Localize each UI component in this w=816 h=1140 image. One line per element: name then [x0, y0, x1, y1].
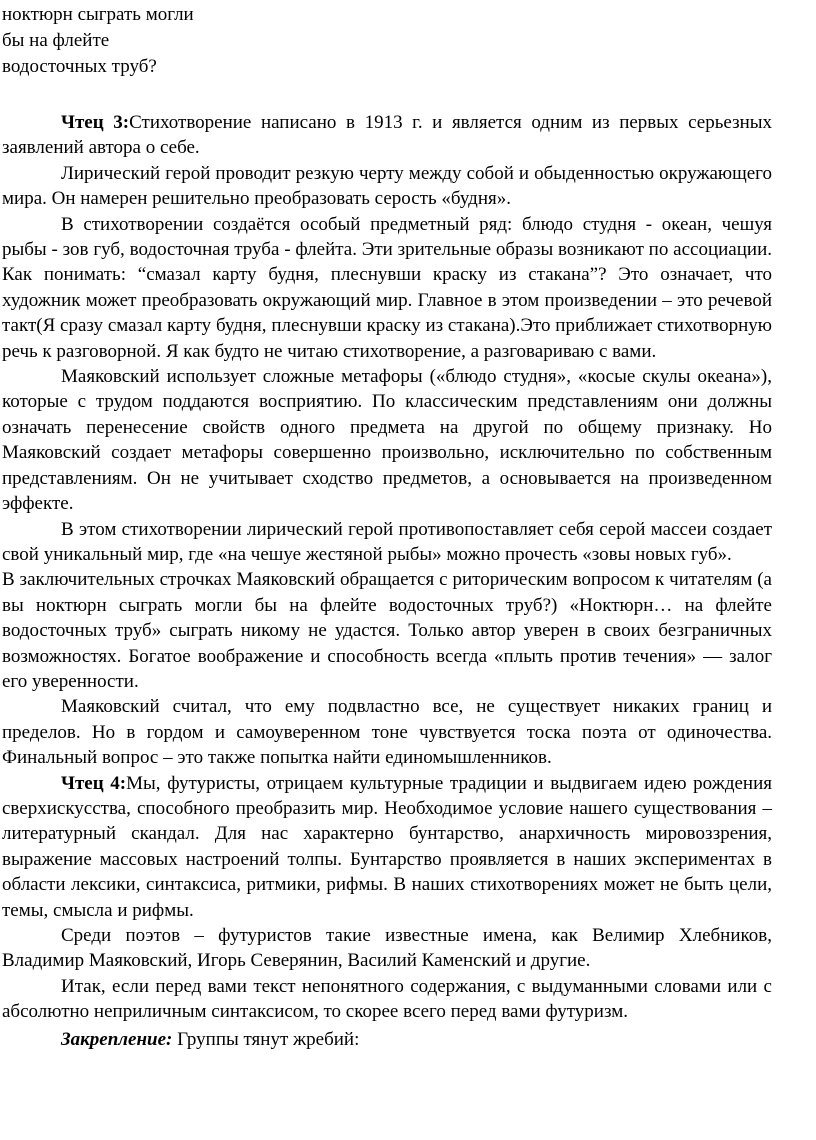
- paragraph-reader-3: [2, 110, 772, 161]
- paragraph-text: Мы, футуристы, отрицаем культурные традиции и выдвигаем идею рождения сверхискусства, способного преобразить мир. Необходимое условие нашего существования – литературный скандал. Для нас характерно бунтарство, анархичность мировоззрения, выражение массовых настроений толпы. Бунтарство проявляется в наших экспериментах в области лексики, синтаксиса, ритмики, рифмы. В наших стихотворениях может не быть цели, темы, смысла и рифмы.: [2, 772, 772, 921]
- paragraph: В заключительных строчках Маяковский обращается с риторическим вопросом к читателям (а вы ноктюрн сыграть могли бы на флейте водосточных труб?) «Ноктюрн… на флейте водосточных труб» сыграть никому не удастся. Только автор уверен в своих безграничных возможностях. Богатое воображение и способность всегда «плыть против течения» — залог его уверенности.: [2, 569, 772, 692]
- poem-line: водосточных труб?: [2, 56, 157, 77]
- paragraph: Лирический герой проводит резкую черту между собой и обыденностью окружающего мира. Он намерен решительно преобразовать серость «будня».: [2, 162, 772, 210]
- paragraph: В стихотворении создаётся особый предметный ряд: блюдо студня - океан, чешуя рыбы - зов губ, водосточная труба - флейта. Эти зрительные образы возникают по ассоциации. Как понимать: “смазал карту будня, плеснувши краску из стакана”? Это означает, что художник может преобразовать окружающий мир. Главное в этом произведении – это речевой такт(Я сразу смазал карту будня, плеснувши краску из стакана).Это приближает стихотворную речь к разговорной. Я как будто не читаю стихотворение, а разговариваю с вами.: [2, 213, 772, 362]
- paragraph-reader-4: [2, 771, 772, 923]
- closing-paragraph: [2, 1027, 772, 1052]
- document-page: [2, 0, 772, 1052]
- closing-label: Закрепление:: [61, 1028, 173, 1050]
- paragraph: Маяковский использует сложные метафоры («блюдо студня», «косые скулы океана»), которые с трудом поддаются восприятию. По классическим представлениям они должны означать перенесение свойств одного предмета на другой по общему признаку. Но Маяковский создает метафоры совершенно произвольно, исключительно по собственным представлениям. Он не учитывает сходство предметов, а основывается на произведенном эффекте.: [2, 366, 772, 515]
- poem-line: бы на флейте: [2, 30, 110, 51]
- speaker-label: Чтец 4:: [61, 772, 127, 794]
- poem-fragment: [2, 2, 772, 80]
- paragraph: Маяковский считал, что ему подвластно все, не существует никаких границ и пределов. Но в гордом и самоуверенном тоне чувствуется тоска поэта от одиночества. Финальный вопрос – это также попытка найти единомышленников.: [2, 696, 772, 769]
- closing-text: Группы тянут жребий:: [172, 1028, 360, 1050]
- blank-line: [2, 80, 772, 110]
- paragraph: В этом стихотворении лирический герой противопоставляет себя серой массеи создает свой уникальный мир, где «на чешуе жестяной рыбы» можно прочесть «зовы новых губ».: [2, 518, 772, 565]
- speaker-label: Чтец 3:: [61, 112, 130, 133]
- paragraph-text: Стихотворение написано в 1913 г. и является одним из первых серьезных заявлений автора о себе.: [2, 112, 773, 159]
- paragraph: Среди поэтов – футуристов такие известные имена, как Велимир Хлебников, Владимир Маяковский, Игорь Северянин, Василий Каменский и другие.: [2, 925, 772, 972]
- paragraph: Итак, если перед вами текст непонятного содержания, с выдуманными словами или с абсолютно неприличным синтаксисом, то скорее всего перед вами футуризм.: [2, 975, 772, 1023]
- poem-line: ноктюрн сыграть могли: [2, 4, 194, 25]
